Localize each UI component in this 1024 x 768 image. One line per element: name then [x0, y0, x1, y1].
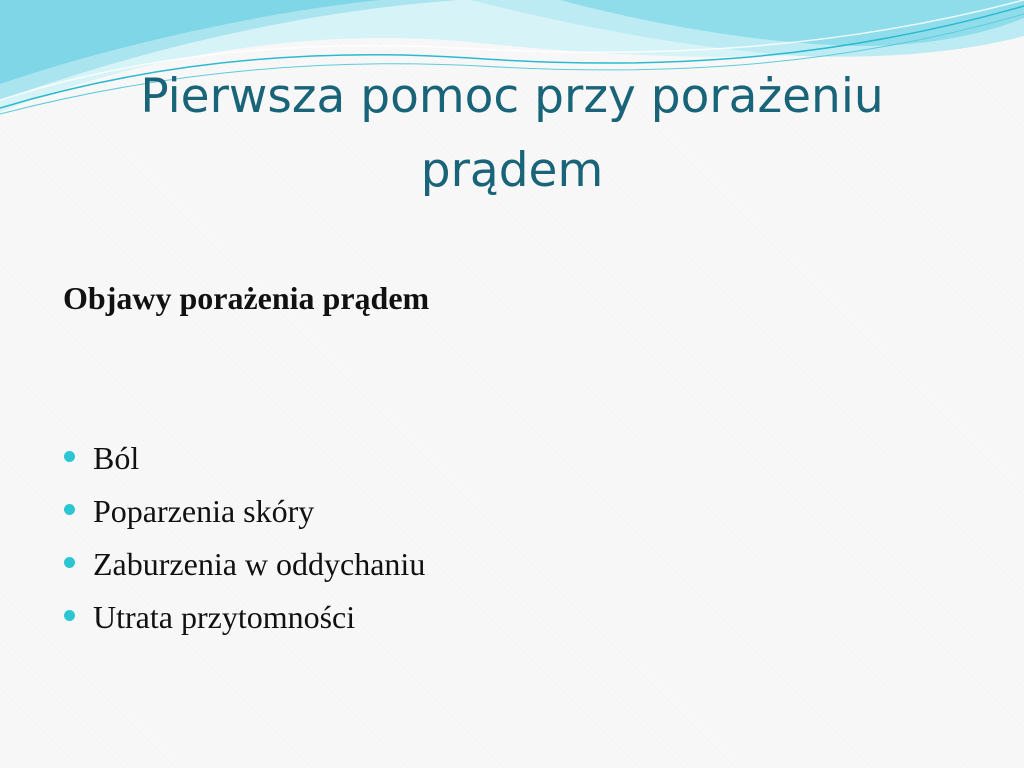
bullet-dot-icon [64, 557, 75, 568]
section-heading: Objawy porażenia prądem [63, 280, 430, 316]
list-item [64, 489, 425, 542]
slide-title: Pierwsza pomoc przy porażeniu prądem [140, 69, 884, 198]
symptom-list [64, 436, 425, 648]
list-item-text: Ból [93, 440, 140, 476]
bullet-dot-icon [64, 504, 75, 515]
list-item-text: Utrata przytomności [93, 599, 356, 635]
bullet-dot-icon [64, 451, 75, 462]
list-item-text: Poparzenia skóry [93, 493, 315, 529]
list-item [64, 542, 425, 595]
list-item [64, 595, 425, 648]
list-item-text: Zaburzenia w oddychaniu [93, 546, 426, 582]
bullet-dot-icon [64, 610, 75, 621]
list-item [64, 436, 425, 489]
